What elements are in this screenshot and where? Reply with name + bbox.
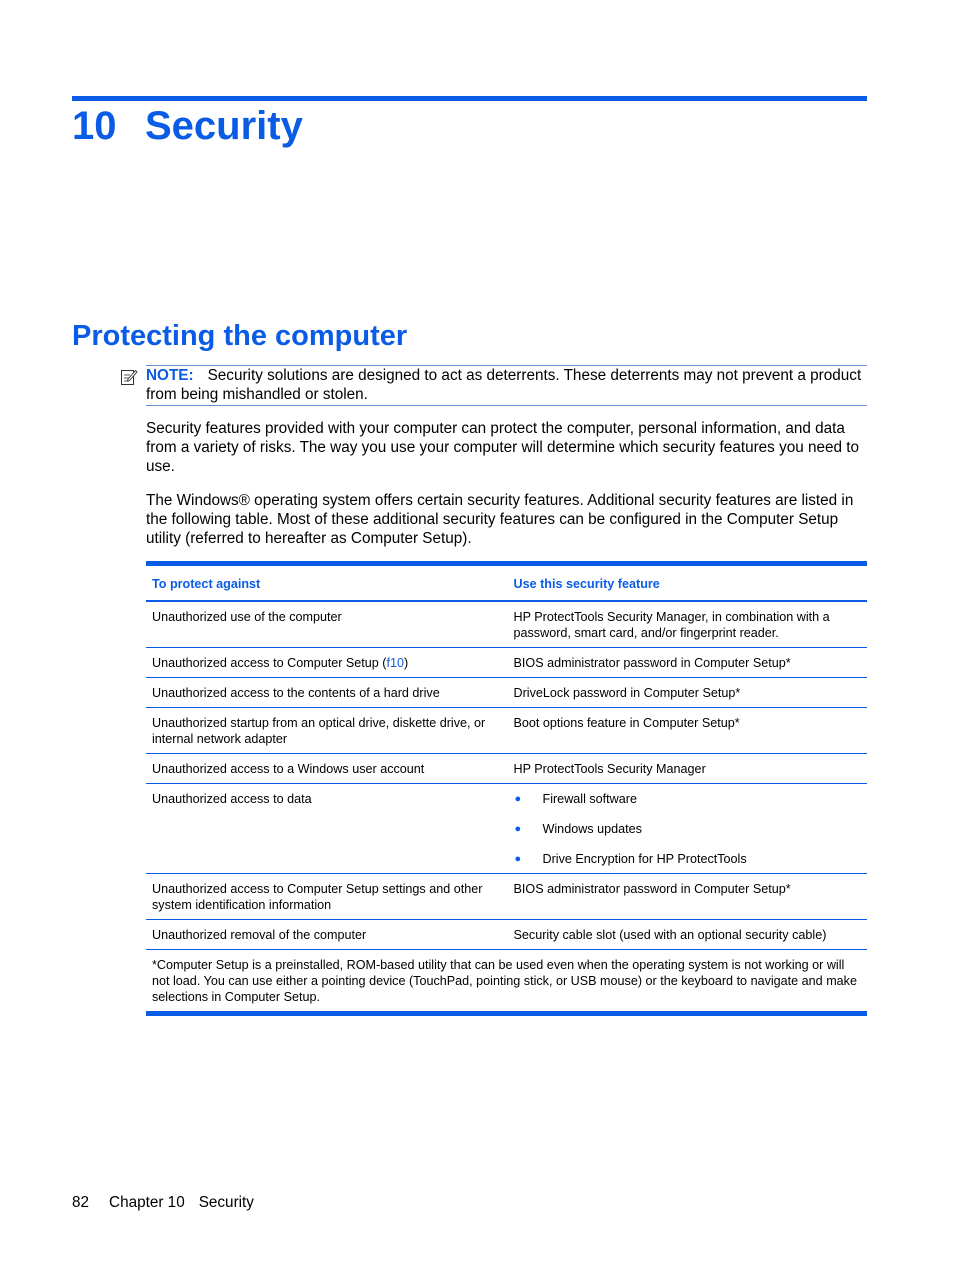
footer-title: Security [198, 1194, 254, 1211]
table-row [146, 708, 867, 754]
threat-cell: Unauthorized removal of the computer [146, 920, 507, 950]
threat-cell: Unauthorized access to the contents of a hard drive [146, 678, 507, 708]
table-row [146, 648, 867, 678]
feature-cell: Boot options feature in Computer Setup* [507, 708, 867, 754]
feature-cell [507, 784, 867, 874]
table-row [146, 601, 867, 648]
list-item [514, 821, 862, 837]
table-row [146, 874, 867, 920]
feature-list [514, 791, 862, 867]
threat-text: Unauthorized access to Computer Setup ( [152, 656, 387, 670]
section-title: Protecting the computer [72, 320, 408, 352]
note-text: Security solutions are designed to act as deterrents. These deterrents may not prevent a product from being mishandled or stolen. [146, 367, 862, 403]
feature-cell: HP ProtectTools Security Manager, in combination with a password, smart card, and/or fingerprint reader. [507, 601, 867, 648]
table-row [146, 754, 867, 784]
note-label: NOTE: [146, 367, 194, 384]
note-box [146, 365, 867, 406]
threat-text-end: ) [404, 656, 409, 670]
list-item-text: Drive Encryption for HP ProtectTools [542, 852, 747, 866]
table-footnote-row [146, 950, 867, 1014]
list-item-text: Windows updates [542, 822, 642, 836]
threat-cell: Unauthorized startup from an optical drive, diskette drive, or internal network adapter [146, 708, 507, 754]
note-pencil-icon [120, 368, 138, 386]
threat-cell: Unauthorized access to data [146, 784, 507, 874]
table-footnote: *Computer Setup is a preinstalled, ROM-based utility that can be used even when the operating system is not working or will not load. You can use either a pointing device (TouchPad, pointing stick, or USB mouse) or the keyboard to navigate and make selections in Computer Setup. [152, 958, 857, 1004]
f10-key-link[interactable]: f10 [386, 656, 405, 670]
feature-cell: BIOS administrator password in Computer Setup* [507, 648, 867, 678]
chapter-heading [72, 100, 303, 152]
intro-paragraph: Security features provided with your computer can protect the computer, personal information, and data from a variety of risks. The way you use your computer will determine which security features you need to use. [146, 420, 860, 475]
feature-cell: HP ProtectTools Security Manager [507, 754, 867, 784]
table-row [146, 678, 867, 708]
chapter-number: 10 [72, 104, 117, 148]
chapter-title: Security [145, 104, 303, 148]
page-footer [72, 1193, 254, 1212]
list-item-text: Firewall software [542, 792, 637, 806]
table-header-row [146, 564, 867, 602]
bullet-icon: ● [514, 823, 522, 835]
page-number: 82 [72, 1194, 90, 1211]
threat-cell: Unauthorized access to a Windows user account [146, 754, 507, 784]
list-item [514, 851, 862, 867]
table-row [146, 784, 867, 874]
feature-cell: BIOS administrator password in Computer Setup* [507, 874, 867, 920]
column-header-feature: Use this security feature [507, 564, 867, 602]
security-table [146, 561, 867, 1016]
footer-chapter: Chapter 10 [109, 1194, 185, 1211]
feature-cell: DriveLock password in Computer Setup* [507, 678, 867, 708]
column-header-threat: To protect against [146, 564, 507, 602]
bullet-icon: ● [514, 853, 522, 865]
windows-paragraph: The Windows® operating system offers certain security features. Additional security features are listed in the following table. Most of these additional security features can be configured in the Computer Setup utility (referred to hereafter as Computer Setup). [146, 492, 854, 547]
table-row [146, 920, 867, 950]
feature-cell: Security cable slot (used with an optional security cable) [507, 920, 867, 950]
list-item [514, 791, 862, 807]
threat-cell: Unauthorized access to Computer Setup settings and other system identification information [146, 874, 507, 920]
threat-cell: Unauthorized use of the computer [146, 601, 507, 648]
threat-cell [146, 648, 507, 678]
bullet-icon: ● [514, 793, 522, 805]
